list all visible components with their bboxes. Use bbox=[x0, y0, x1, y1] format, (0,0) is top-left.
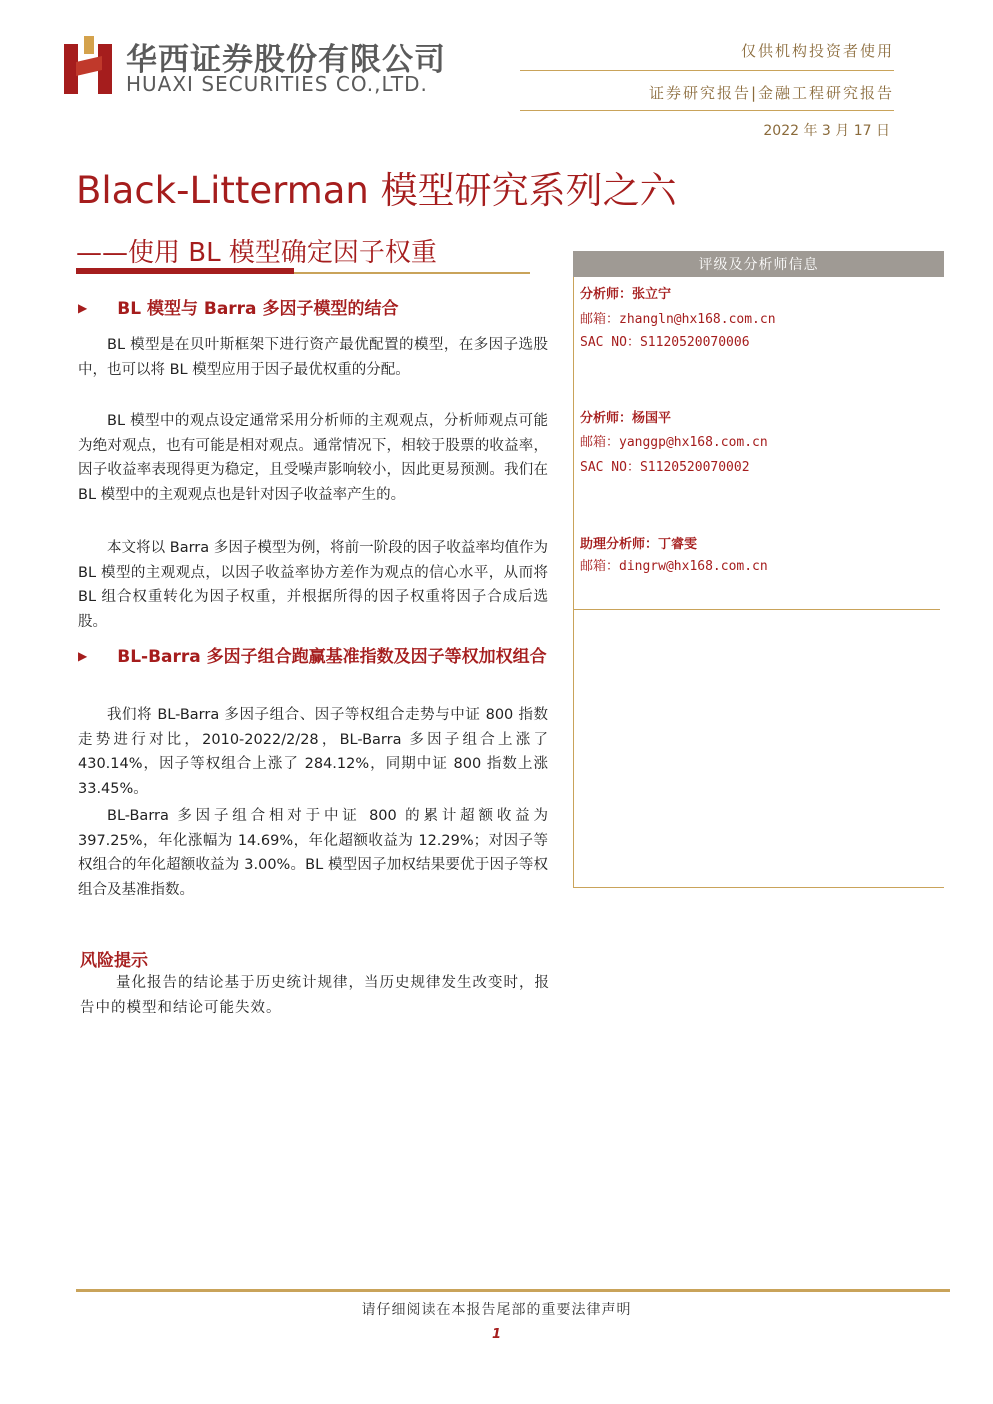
header-divider bbox=[520, 70, 894, 71]
analyst-name: 助理分析师：丁睿雯 bbox=[580, 537, 698, 552]
section-heading: ▶ BL-Barra 多因子组合跑赢基准指数及因子等权加权组合 bbox=[78, 647, 547, 667]
report-title: Black-Litterman 模型研究系列之六 bbox=[76, 169, 677, 212]
legal-notice: 请仔细阅读在本报告尾部的重要法律声明 bbox=[361, 1302, 632, 1318]
company-name-en: HUAXI SECURITIES CO.,LTD. bbox=[126, 72, 428, 96]
analyst-sac: SAC NO：S1120520070006 bbox=[580, 335, 750, 350]
panel-divider bbox=[574, 609, 940, 610]
footer-divider bbox=[76, 1289, 950, 1292]
risk-text: 量化报告的结论基于历史统计规律，当历史规律发生改变时，报告中的模型和结论可能失效。 bbox=[80, 975, 550, 1016]
analyst-panel-heading: 评级及分析师信息 bbox=[573, 251, 944, 277]
audience-tagline: 仅供机构投资者使用 bbox=[740, 42, 894, 60]
page-number: 1 bbox=[491, 1327, 502, 1342]
section-heading: ▶ BL 模型与 Barra 多因子模型的结合 bbox=[78, 299, 399, 319]
header-divider bbox=[520, 110, 894, 111]
analyst-email[interactable]: 邮箱：zhangln@hx168.com.cn bbox=[580, 312, 776, 327]
body-paragraph: 本文将以 Barra 多因子模型为例，将前一阶段的因子收益率均值作为 BL 模型的主观观点，以因子收益率协方差作为观点的信心水平，从而将 BL 组合权重转化为因子权重，并根据所得的因子权重将因子合成后选股。 bbox=[78, 540, 548, 630]
report-date: 2022 年 3 月 17 日 bbox=[763, 123, 890, 139]
body-paragraph: BL 模型中的观点设定通常采用分析师的主观观点，分析师观点可能为绝对观点，也有可能是相对观点。通常情况下，相较于股票的收益率，因子收益率表现得更为稳定，且受噪声影响较小，因此更易预测。我们在 BL 模型中的主观观点也是针对因子收益率产生的。 bbox=[78, 413, 548, 503]
risk-heading: 风险提示 bbox=[80, 951, 148, 971]
report-type: 证券研究报告|金融工程研究报告 bbox=[648, 84, 894, 102]
analyst-name: 分析师：张立宁 bbox=[580, 287, 672, 302]
company-name-cn: 华西证券股份有限公司 bbox=[126, 42, 446, 78]
company-logo-icon bbox=[64, 36, 114, 94]
subtitle-underline bbox=[294, 272, 530, 274]
body-paragraph: BL 模型是在贝叶斯框架下进行资产最优配置的模型，在多因子选股中，也可以将 BL 模型应用于因子最优权重的分配。 bbox=[78, 337, 548, 378]
analyst-email[interactable]: 邮箱：yanggp@hx168.com.cn bbox=[580, 435, 768, 450]
triangle-bullet-icon: ▶ bbox=[78, 649, 88, 663]
body-paragraph: 我们将 BL-Barra 多因子组合、因子等权组合走势与中证 800 指数走势进行对比，2010-2022/2/28，BL-Barra 多因子组合上涨了 430.14%，因子等权组合上涨了 284.12%，同期中证 800 指数上涨 33.45%。 bbox=[78, 707, 548, 797]
analyst-name: 分析师：杨国平 bbox=[580, 411, 672, 426]
subtitle-underline bbox=[76, 268, 294, 274]
analyst-sac: SAC NO：S1120520070002 bbox=[580, 460, 750, 475]
report-subtitle: ——使用 BL 模型确定因子权重 bbox=[76, 238, 437, 268]
analyst-email[interactable]: 邮箱：dingrw@hx168.com.cn bbox=[580, 559, 768, 574]
triangle-bullet-icon: ▶ bbox=[78, 301, 88, 315]
body-paragraph: BL-Barra 多因子组合相对于中证 800 的累计超额收益为 397.25%，年化涨幅为 14.69%，年化超额收益为 12.29%；对因子等权组合的年化超额收益为 3.00%。BL 模型因子加权结果要优于因子等权组合及基准指数。 bbox=[78, 808, 548, 898]
